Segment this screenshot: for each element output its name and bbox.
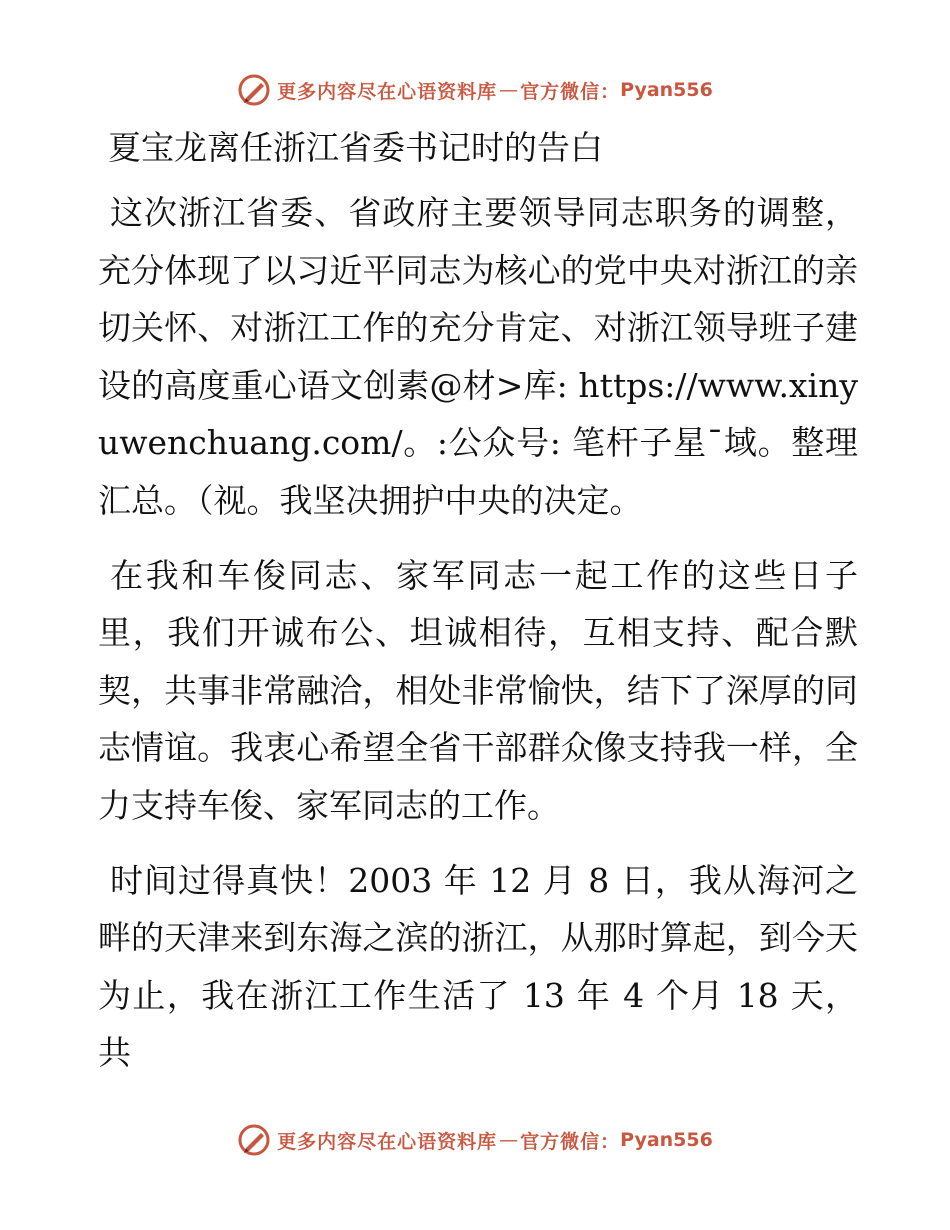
document-body [98, 122, 858, 1099]
watermark-dash: — [499, 1129, 519, 1151]
watermark-header [0, 70, 950, 110]
watermark-official-label: 官方微信： [520, 80, 621, 103]
watermark-account: Pyan556 [620, 1129, 713, 1151]
watermark-banner-text: 更多内容尽在心语资料库 [277, 1130, 498, 1153]
pen-logo-icon [237, 1123, 271, 1157]
watermark-account: Pyan556 [620, 79, 713, 101]
watermark-dash: — [499, 79, 519, 101]
watermark-banner-text: 更多内容尽在心语资料库 [277, 80, 498, 103]
watermark-footer [0, 1120, 950, 1160]
paragraph: 在我和车俊同志、家军同志一起工作的这些日子里，我们开诚布公、坦诚相待，互相支持、配合默契，共事非常融洽，相处非常愉快，结下了深厚的同志情谊。我衷心希望全省干部群众像支持我一样，全力支持车俊、家军同志的工作。 [98, 555, 858, 825]
watermark-official-label: 官方微信： [520, 1130, 621, 1153]
paragraph: 时间过得真快！2003 年 12 月 8 日，我从海河之畔的天津来到东海之滨的浙江，从那时算起，到今天为止，我在浙江工作生活了 13 年 4 个月 18 天，共 [98, 860, 858, 1073]
document-title: 夏宝龙离任浙江省委书记时的告白 [108, 128, 603, 167]
paragraph: 这次浙江省委、省政府主要领导同志职务的调整，充分体现了以习近平同志为核心的党中央对浙江的亲切关怀、对浙江工作的充分肯定、对浙江领导班子建设的高度重心语文创素@材>库: https://www.xinyuwenchuang.com/。:公众号: 笔杆子星¯域。整理汇总。（视。我坚决拥护中央的决定。 [98, 193, 858, 520]
pen-logo-icon [237, 73, 271, 107]
